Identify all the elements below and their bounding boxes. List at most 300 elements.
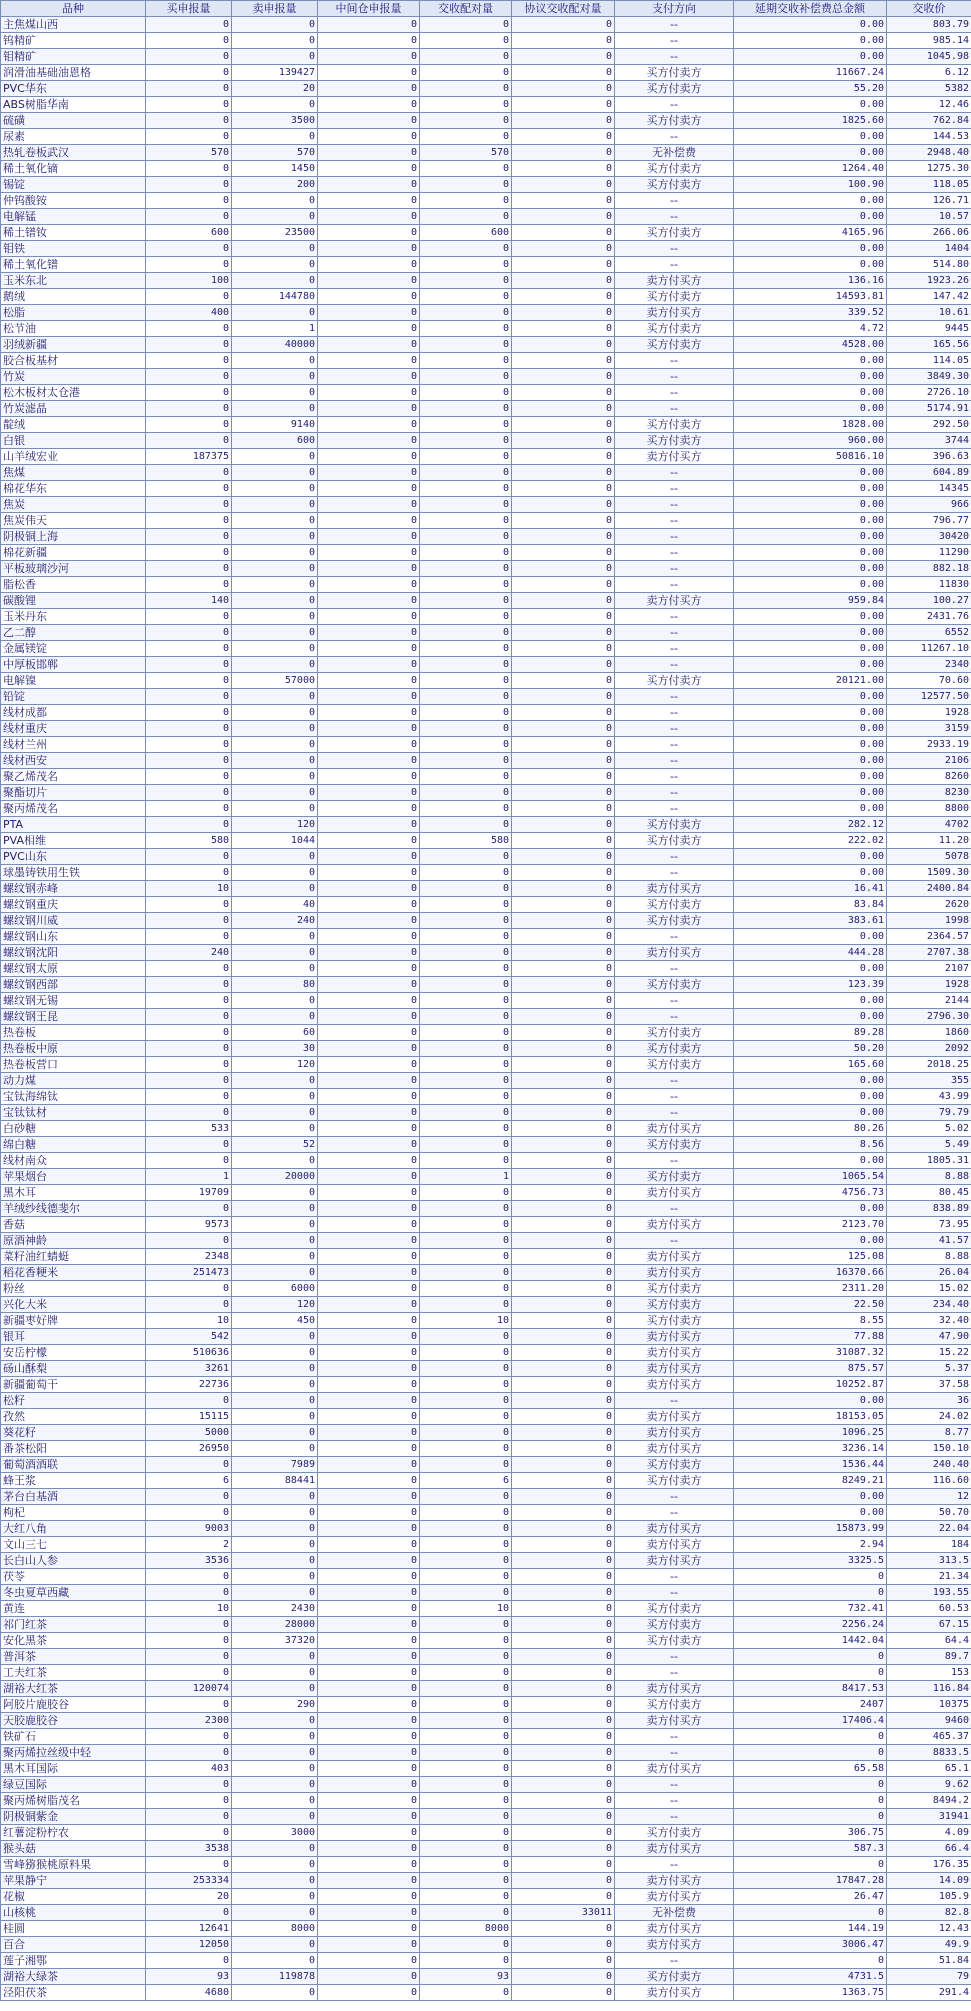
buy-qty-cell: 100 [146,273,232,289]
product-cell: PVC山东 [1,849,146,865]
buy-qty-cell: 0 [146,1905,232,1921]
sell-qty-cell: 0 [232,1809,318,1825]
settle-price-cell: 292.50 [887,417,971,433]
middle-qty-cell: 0 [318,465,420,481]
pay-direction-cell: 买方付卖方 [615,81,734,97]
sell-qty-cell: 0 [232,1361,318,1377]
table-row [1,1889,971,1905]
buy-qty-cell: 0 [146,817,232,833]
sell-qty-cell: 119878 [232,1969,318,1985]
compensation-cell: 0.00 [734,257,887,273]
match-qty-cell: 0 [420,321,512,337]
buy-qty-cell: 0 [146,1201,232,1217]
agreement-qty-cell: 0 [512,1297,615,1313]
pay-direction-cell: 买方付卖方 [615,1825,734,1841]
table-row [1,369,971,385]
product-cell: 螺纹钢川威 [1,913,146,929]
agreement-qty-cell: 0 [512,1121,615,1137]
col-header-middle-qty: 中间仓申报量 [318,1,420,17]
compensation-cell: 20121.00 [734,673,887,689]
compensation-cell: 0.00 [734,465,887,481]
agreement-qty-cell: 0 [512,17,615,33]
pay-direction-cell: -- [615,97,734,113]
middle-qty-cell: 0 [318,1425,420,1441]
agreement-qty-cell: 0 [512,33,615,49]
table-row [1,1105,971,1121]
middle-qty-cell: 0 [318,1457,420,1473]
table-row [1,1089,971,1105]
buy-qty-cell: 0 [146,1825,232,1841]
compensation-cell: 2256.24 [734,1617,887,1633]
buy-qty-cell: 0 [146,1953,232,1969]
product-cell: 新疆枣好牌 [1,1313,146,1329]
middle-qty-cell: 0 [318,145,420,161]
compensation-cell: 0.00 [734,769,887,785]
agreement-qty-cell: 0 [512,1441,615,1457]
sell-qty-cell: 30 [232,1041,318,1057]
middle-qty-cell: 0 [318,1265,420,1281]
middle-qty-cell: 0 [318,785,420,801]
agreement-qty-cell: 0 [512,641,615,657]
match-qty-cell: 0 [420,1617,512,1633]
match-qty-cell: 0 [420,1089,512,1105]
match-qty-cell: 0 [420,1041,512,1057]
table-row [1,289,971,305]
product-cell: 绿豆国际 [1,1777,146,1793]
agreement-qty-cell: 0 [512,929,615,945]
compensation-cell: 0.00 [734,737,887,753]
buy-qty-cell: 0 [146,1729,232,1745]
compensation-cell: 0.00 [734,1153,887,1169]
sell-qty-cell: 0 [232,1377,318,1393]
product-cell: 螺纹钢重庆 [1,897,146,913]
agreement-qty-cell: 0 [512,1953,615,1969]
settle-price-cell: 12.46 [887,97,971,113]
agreement-qty-cell: 0 [512,1665,615,1681]
product-cell: 润滑油基础油恩格 [1,65,146,81]
settle-price-cell: 2144 [887,993,971,1009]
sell-qty-cell: 6000 [232,1281,318,1297]
product-cell: 原酒神龄 [1,1233,146,1249]
pay-direction-cell: -- [615,625,734,641]
buy-qty-cell: 580 [146,833,232,849]
product-cell: 螺纹钢无锡 [1,993,146,1009]
compensation-cell: 0.00 [734,145,887,161]
buy-qty-cell: 26950 [146,1441,232,1457]
product-cell: 热卷板中原 [1,1041,146,1057]
buy-qty-cell: 187375 [146,449,232,465]
product-cell: 祁门红茶 [1,1617,146,1633]
compensation-cell: 875.57 [734,1361,887,1377]
product-cell: 菜籽油红蜻蜓 [1,1249,146,1265]
match-qty-cell: 0 [420,1857,512,1873]
settle-price-cell: 5.49 [887,1137,971,1153]
table-row [1,193,971,209]
product-cell: 稻花香粳米 [1,1265,146,1281]
product-cell: 鹅绒 [1,289,146,305]
buy-qty-cell: 3536 [146,1553,232,1569]
product-cell: 钼精矿 [1,49,146,65]
table-row [1,1825,971,1841]
table-row [1,1265,971,1281]
agreement-qty-cell: 0 [512,609,615,625]
agreement-qty-cell: 0 [512,1745,615,1761]
pay-direction-cell: -- [615,929,734,945]
buy-qty-cell: 0 [146,1633,232,1649]
middle-qty-cell: 0 [318,417,420,433]
settle-price-cell: 193.55 [887,1585,971,1601]
settle-price-cell: 2106 [887,753,971,769]
match-qty-cell: 0 [420,737,512,753]
middle-qty-cell: 0 [318,609,420,625]
table-row [1,1297,971,1313]
agreement-qty-cell: 0 [512,1569,615,1585]
sell-qty-cell: 3000 [232,1825,318,1841]
buy-qty-cell: 0 [146,1665,232,1681]
match-qty-cell: 0 [420,1777,512,1793]
match-qty-cell: 0 [420,993,512,1009]
sell-qty-cell: 450 [232,1313,318,1329]
compensation-cell: 383.61 [734,913,887,929]
product-cell: 百合 [1,1937,146,1953]
pay-direction-cell: -- [615,785,734,801]
table-row [1,1841,971,1857]
sell-qty-cell: 0 [232,1121,318,1137]
pay-direction-cell: 买方付卖方 [615,833,734,849]
match-qty-cell: 0 [420,193,512,209]
middle-qty-cell: 0 [318,753,420,769]
sell-qty-cell: 23500 [232,225,318,241]
sell-qty-cell: 0 [232,1073,318,1089]
compensation-cell: 0.00 [734,993,887,1009]
match-qty-cell: 0 [420,1457,512,1473]
settle-price-cell: 5174.91 [887,401,971,417]
settle-price-cell: 60.53 [887,1601,971,1617]
sell-qty-cell: 0 [232,1937,318,1953]
product-cell: 番茶松阳 [1,1441,146,1457]
buy-qty-cell: 0 [146,337,232,353]
match-qty-cell: 0 [420,1009,512,1025]
agreement-qty-cell: 0 [512,497,615,513]
middle-qty-cell: 0 [318,641,420,657]
agreement-qty-cell: 0 [512,833,615,849]
settle-price-cell: 11290 [887,545,971,561]
sell-qty-cell: 0 [232,513,318,529]
match-qty-cell: 93 [420,1969,512,1985]
compensation-cell: 0 [734,1857,887,1873]
middle-qty-cell: 0 [318,1761,420,1777]
match-qty-cell: 0 [420,1105,512,1121]
compensation-cell: 0.00 [734,1505,887,1521]
buy-qty-cell: 120074 [146,1681,232,1697]
sell-qty-cell: 7989 [232,1457,318,1473]
product-cell: 茅台白基酒 [1,1489,146,1505]
middle-qty-cell: 0 [318,1057,420,1073]
product-cell: 松籽 [1,1393,146,1409]
pay-direction-cell: 买方付卖方 [615,1633,734,1649]
sell-qty-cell: 0 [232,257,318,273]
table-row [1,1633,971,1649]
middle-qty-cell: 0 [318,1793,420,1809]
settle-price-cell: 10375 [887,1697,971,1713]
agreement-qty-cell: 0 [512,1041,615,1057]
sell-qty-cell: 0 [232,1777,318,1793]
match-qty-cell: 0 [420,1153,512,1169]
settle-price-cell: 49.9 [887,1937,971,1953]
settle-price-cell: 22.04 [887,1521,971,1537]
product-cell: 松木板材太仓港 [1,385,146,401]
match-qty-cell: 0 [420,129,512,145]
table-row [1,625,971,641]
col-header-pay-direction: 支付方向 [615,1,734,17]
table-row [1,401,971,417]
settle-price-cell: 5382 [887,81,971,97]
buy-qty-cell: 0 [146,385,232,401]
pay-direction-cell: 卖方付买方 [615,1537,734,1553]
settle-price-cell: 8.88 [887,1249,971,1265]
settle-price-cell: 51.84 [887,1953,971,1969]
product-cell: 聚酯切片 [1,785,146,801]
compensation-cell: 1825.60 [734,113,887,129]
middle-qty-cell: 0 [318,305,420,321]
sell-qty-cell: 0 [232,961,318,977]
buy-qty-cell: 0 [146,417,232,433]
pay-direction-cell: -- [615,657,734,673]
match-qty-cell: 0 [420,385,512,401]
compensation-cell: 50.20 [734,1041,887,1057]
compensation-cell: 0.00 [734,513,887,529]
product-cell: 电解镍 [1,673,146,689]
table-row [1,17,971,33]
product-cell: ABS树脂华南 [1,97,146,113]
agreement-qty-cell: 0 [512,1361,615,1377]
buy-qty-cell: 22736 [146,1377,232,1393]
compensation-cell: 1096.25 [734,1425,887,1441]
buy-qty-cell: 0 [146,129,232,145]
settle-price-cell: 8260 [887,769,971,785]
pay-direction-cell: -- [615,769,734,785]
settle-price-cell: 2933.19 [887,737,971,753]
product-cell: 螺纹钢王昆 [1,1009,146,1025]
match-qty-cell: 0 [420,593,512,609]
buy-qty-cell: 0 [146,33,232,49]
middle-qty-cell: 0 [318,1857,420,1873]
compensation-cell: 136.16 [734,273,887,289]
middle-qty-cell: 0 [318,961,420,977]
settle-price-cell: 6552 [887,625,971,641]
compensation-cell: 1536.44 [734,1457,887,1473]
buy-qty-cell: 0 [146,1697,232,1713]
buy-qty-cell: 0 [146,1505,232,1521]
agreement-qty-cell: 0 [512,673,615,689]
table-row [1,1233,971,1249]
middle-qty-cell: 0 [318,1649,420,1665]
agreement-qty-cell: 0 [512,1393,615,1409]
table-row [1,129,971,145]
buy-qty-cell: 0 [146,737,232,753]
sell-qty-cell: 0 [232,1409,318,1425]
product-cell: 铅锭 [1,689,146,705]
product-cell: 安岳柠檬 [1,1345,146,1361]
compensation-cell: 0.00 [734,865,887,881]
product-cell: 竹炭 [1,369,146,385]
middle-qty-cell: 0 [318,1441,420,1457]
compensation-cell: 0.00 [734,609,887,625]
table-row [1,1217,971,1233]
agreement-qty-cell: 0 [512,1169,615,1185]
compensation-cell: 0 [734,1745,887,1761]
pay-direction-cell: 无补偿费 [615,1905,734,1921]
compensation-cell: 17847.28 [734,1873,887,1889]
sell-qty-cell: 88441 [232,1473,318,1489]
pay-direction-cell: 卖方付买方 [615,1425,734,1441]
settle-price-cell: 82.8 [887,1905,971,1921]
match-qty-cell: 0 [420,1281,512,1297]
middle-qty-cell: 0 [318,689,420,705]
table-row [1,241,971,257]
table-row [1,81,971,97]
sell-qty-cell: 80 [232,977,318,993]
match-qty-cell: 0 [420,881,512,897]
match-qty-cell: 0 [420,1441,512,1457]
pay-direction-cell: -- [615,1009,734,1025]
compensation-cell: 8417.53 [734,1681,887,1697]
settle-price-cell: 12577.50 [887,689,971,705]
table-row [1,1505,971,1521]
sell-qty-cell: 0 [232,465,318,481]
product-cell: 焦炭伟天 [1,513,146,529]
product-cell: 葡萄酒酒联 [1,1457,146,1473]
product-cell: 热卷板 [1,1025,146,1041]
agreement-qty-cell: 0 [512,401,615,417]
compensation-cell: 16.41 [734,881,887,897]
agreement-qty-cell: 0 [512,1969,615,1985]
middle-qty-cell: 0 [318,1969,420,1985]
table-row [1,1873,971,1889]
compensation-cell: 732.41 [734,1601,887,1617]
table-row [1,145,971,161]
agreement-qty-cell: 0 [512,385,615,401]
pay-direction-cell: -- [615,529,734,545]
match-qty-cell: 8000 [420,1921,512,1937]
product-cell: 粉丝 [1,1281,146,1297]
match-qty-cell: 0 [420,161,512,177]
settle-price-cell: 12 [887,1489,971,1505]
compensation-cell: 0.00 [734,849,887,865]
buy-qty-cell: 542 [146,1329,232,1345]
table-row [1,1185,971,1201]
buy-qty-cell: 0 [146,369,232,385]
product-cell: 线材西安 [1,753,146,769]
pay-direction-cell: -- [615,49,734,65]
sell-qty-cell: 0 [232,1009,318,1025]
match-qty-cell: 0 [420,721,512,737]
settle-price-cell: 313.5 [887,1553,971,1569]
middle-qty-cell: 0 [318,1809,420,1825]
pay-direction-cell: 卖方付买方 [615,1217,734,1233]
buy-qty-cell: 0 [146,1393,232,1409]
middle-qty-cell: 0 [318,1393,420,1409]
compensation-cell: 0.00 [734,401,887,417]
middle-qty-cell: 0 [318,401,420,417]
table-row [1,1057,971,1073]
agreement-qty-cell: 0 [512,1457,615,1473]
settle-price-cell: 8833.5 [887,1745,971,1761]
pay-direction-cell: 买方付卖方 [615,417,734,433]
table-row [1,673,971,689]
agreement-qty-cell: 0 [512,817,615,833]
buy-qty-cell: 0 [146,801,232,817]
sell-qty-cell: 0 [232,753,318,769]
agreement-qty-cell: 0 [512,801,615,817]
col-header-buy-qty: 买申报量 [146,1,232,17]
match-qty-cell: 0 [420,481,512,497]
pay-direction-cell: 买方付卖方 [615,1697,734,1713]
buy-qty-cell: 0 [146,657,232,673]
buy-qty-cell: 0 [146,1777,232,1793]
match-qty-cell: 0 [420,1681,512,1697]
compensation-cell: 0 [734,1809,887,1825]
sell-qty-cell: 0 [232,593,318,609]
middle-qty-cell: 0 [318,1937,420,1953]
agreement-qty-cell: 0 [512,1825,615,1841]
match-qty-cell: 0 [420,65,512,81]
table-row [1,1345,971,1361]
compensation-cell: 0.00 [734,721,887,737]
product-cell: 大红八角 [1,1521,146,1537]
buy-qty-cell: 570 [146,145,232,161]
middle-qty-cell: 0 [318,705,420,721]
match-qty-cell: 0 [420,977,512,993]
match-qty-cell: 0 [420,1489,512,1505]
buy-qty-cell: 20 [146,1889,232,1905]
table-row [1,545,971,561]
match-qty-cell: 0 [420,1393,512,1409]
compensation-cell: 0.00 [734,1233,887,1249]
agreement-qty-cell: 0 [512,1281,615,1297]
table-row [1,1745,971,1761]
match-qty-cell: 0 [420,1345,512,1361]
middle-qty-cell: 0 [318,1889,420,1905]
pay-direction-cell: -- [615,401,734,417]
product-cell: 羊绒纱线德斐尔 [1,1201,146,1217]
table-row [1,721,971,737]
buy-qty-cell: 0 [146,977,232,993]
compensation-cell: 77.88 [734,1329,887,1345]
settle-price-cell: 5078 [887,849,971,865]
product-cell: 玉米东北 [1,273,146,289]
middle-qty-cell: 0 [318,1249,420,1265]
sell-qty-cell: 0 [232,1537,318,1553]
buy-qty-cell: 12050 [146,1937,232,1953]
table-row [1,881,971,897]
sell-qty-cell: 600 [232,433,318,449]
table-row [1,1585,971,1601]
sell-qty-cell: 0 [232,801,318,817]
agreement-qty-cell: 0 [512,1233,615,1249]
compensation-cell: 0.00 [734,209,887,225]
agreement-qty-cell: 0 [512,65,615,81]
buy-qty-cell: 0 [146,113,232,129]
sell-qty-cell: 0 [232,689,318,705]
middle-qty-cell: 0 [318,449,420,465]
compensation-cell: 339.52 [734,305,887,321]
settle-price-cell: 396.63 [887,449,971,465]
pay-direction-cell: 买方付卖方 [615,321,734,337]
compensation-cell: 0 [734,1569,887,1585]
agreement-qty-cell: 0 [512,305,615,321]
buy-qty-cell: 0 [146,753,232,769]
